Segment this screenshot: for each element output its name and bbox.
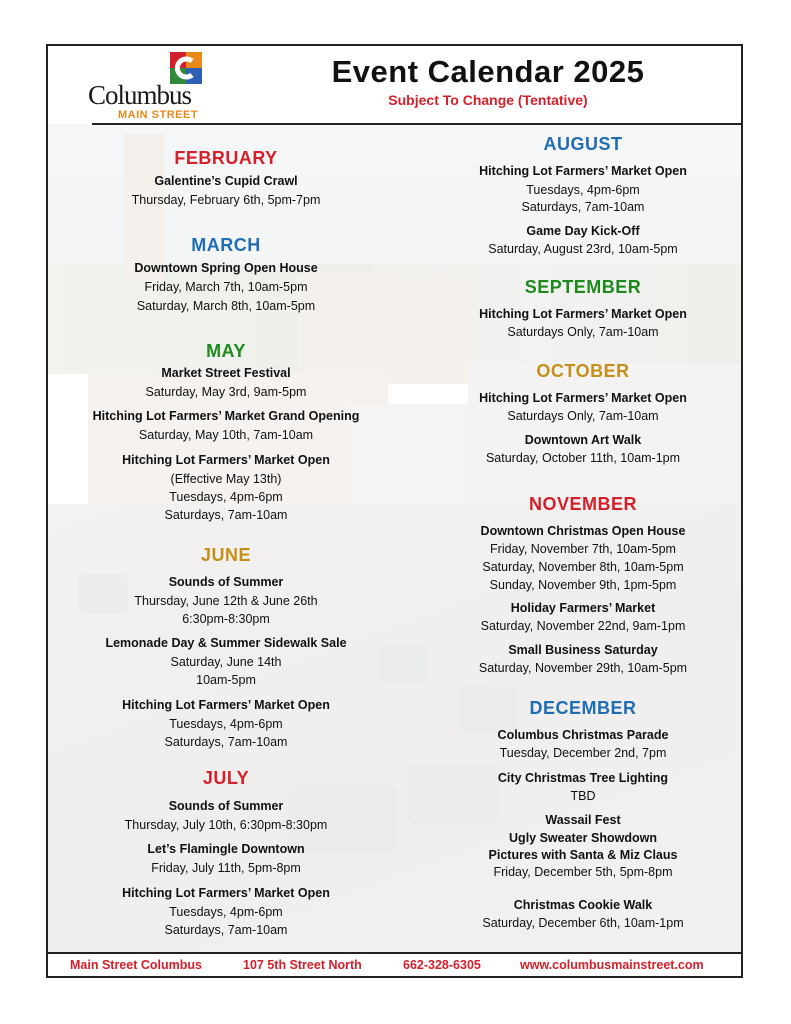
- event-name: Market Street Festival: [161, 366, 291, 380]
- event-detail: Friday, March 7th, 10am-5pm: [144, 280, 308, 294]
- calendar-page: [46, 44, 743, 978]
- event-name: Downtown Art Walk: [524, 433, 642, 447]
- page-title: Event Calendar 2025: [331, 54, 645, 89]
- event-name: Hitching Lot Farmers’ Market Open: [122, 453, 330, 467]
- event-detail: Saturday, May 3rd, 9am-5pm: [145, 385, 307, 399]
- footer: [48, 958, 741, 976]
- event-name: Hitching Lot Farmers’ Market Open: [479, 307, 687, 321]
- event-name: Lemonade Day & Summer Sidewalk Sale: [105, 636, 347, 650]
- event-detail: 10am-5pm: [196, 673, 256, 687]
- event-detail: TBD: [570, 789, 596, 803]
- event-name: Hitching Lot Farmers’ Market Open: [122, 698, 330, 712]
- logo-subtitle: MAIN STREET: [118, 109, 199, 121]
- event-name: Let’s Flamingle Downtown: [147, 842, 305, 856]
- event-name: Hitching Lot Farmers’ Market Open: [479, 391, 687, 405]
- event-name: City Christmas Tree Lighting: [497, 771, 669, 785]
- month-heading-august: AUGUST: [543, 134, 623, 154]
- event-name: Galentine’s Cupid Crawl: [154, 174, 298, 188]
- event-detail: Saturdays, 7am-10am: [521, 200, 645, 214]
- event-detail: Tuesdays, 4pm-6pm: [169, 717, 283, 731]
- month-heading-june: JUNE: [200, 545, 251, 565]
- event-detail: Saturday, December 6th, 10am-1pm: [482, 916, 684, 930]
- event-detail: Thursday, July 10th, 6:30pm-8:30pm: [124, 818, 328, 832]
- logo-wordmark: Columbus: [88, 80, 192, 110]
- event-detail: Tuesdays, 4pm-6pm: [169, 905, 283, 919]
- month-heading-february: FEBRUARY: [174, 148, 278, 168]
- event-detail: Saturday, March 8th, 10am-5pm: [136, 299, 316, 313]
- event-detail: Saturday, June 14th: [170, 655, 282, 669]
- event-detail: Saturdays Only, 7am-10am: [507, 409, 659, 423]
- event-name: Small Business Saturday: [508, 643, 658, 657]
- month-heading-november: NOVEMBER: [528, 494, 637, 514]
- event-name: Holiday Farmers’ Market: [510, 601, 656, 615]
- event-detail: Saturdays, 7am-10am: [164, 923, 288, 937]
- event-name: Downtown Christmas Open House: [480, 524, 686, 538]
- event-name: Game Day Kick-Off: [526, 224, 640, 238]
- footer-website-link[interactable]: www.columbusmainstreet.com: [520, 958, 704, 972]
- month-heading-december: DECEMBER: [529, 698, 637, 718]
- page-subtitle: Subject To Change (Tentative): [388, 92, 588, 108]
- event-name: Hitching Lot Farmers’ Market Grand Opening: [92, 409, 360, 423]
- event-detail: Tuesdays, 4pm-6pm: [169, 490, 283, 504]
- event-detail: Saturday, November 22nd, 9am-1pm: [480, 619, 686, 633]
- event-detail: Thursday, February 6th, 5pm-7pm: [131, 193, 321, 207]
- right-column: [433, 46, 733, 952]
- event-detail: Friday, July 11th, 5pm-8pm: [151, 861, 301, 875]
- event-detail: Saturday, May 10th, 7am-10am: [138, 428, 314, 442]
- event-name: Sounds of Summer: [168, 799, 284, 813]
- month-heading-september: SEPTEMBER: [524, 277, 642, 297]
- event-detail: Saturday, November 8th, 10am-5pm: [482, 560, 684, 574]
- event-name: Wassail Fest: [545, 813, 621, 827]
- month-heading-october: OCTOBER: [536, 361, 630, 381]
- event-detail: Saturday, October 11th, 10am-1pm: [485, 451, 681, 465]
- event-detail: Saturday, August 23rd, 10am-5pm: [488, 242, 678, 256]
- event-detail: Sunday, November 9th, 1pm-5pm: [489, 578, 677, 592]
- month-heading-may: MAY: [206, 341, 246, 361]
- event-detail: Friday, December 5th, 5pm-8pm: [493, 865, 673, 879]
- event-name: Christmas Cookie Walk: [513, 898, 653, 912]
- event-detail: Friday, November 7th, 10am-5pm: [490, 542, 676, 556]
- event-name: Hitching Lot Farmers’ Market Open: [122, 886, 330, 900]
- event-name: Columbus Christmas Parade: [497, 728, 669, 742]
- event-name: Ugly Sweater Showdown: [509, 831, 657, 845]
- month-heading-march: MARCH: [191, 235, 261, 255]
- event-detail: Thursday, June 12th & June 26th: [134, 594, 318, 608]
- footer-phone: 662-328-6305: [403, 958, 481, 972]
- event-detail: Saturdays Only, 7am-10am: [507, 325, 659, 339]
- event-detail: (Effective May 13th): [170, 472, 282, 486]
- event-detail: Tuesdays, 4pm-6pm: [526, 183, 640, 197]
- footer-org: Main Street Columbus: [70, 958, 202, 972]
- event-detail: Saturdays, 7am-10am: [164, 508, 288, 522]
- left-column: [76, 46, 376, 952]
- footer-address: 107 5th Street North: [243, 958, 362, 972]
- event-name: Hitching Lot Farmers’ Market Open: [479, 164, 687, 178]
- month-heading-july: JULY: [202, 768, 250, 788]
- event-name: Downtown Spring Open House: [134, 261, 318, 275]
- event-detail: Saturdays, 7am-10am: [164, 735, 288, 749]
- event-detail: Saturday, November 29th, 10am-5pm: [478, 661, 688, 675]
- event-detail: Tuesday, December 2nd, 7pm: [499, 746, 667, 760]
- event-name: Sounds of Summer: [168, 575, 284, 589]
- footer-divider: [48, 952, 741, 954]
- event-detail: 6:30pm-8:30pm: [182, 612, 270, 626]
- event-name: Pictures with Santa & Miz Claus: [488, 848, 678, 862]
